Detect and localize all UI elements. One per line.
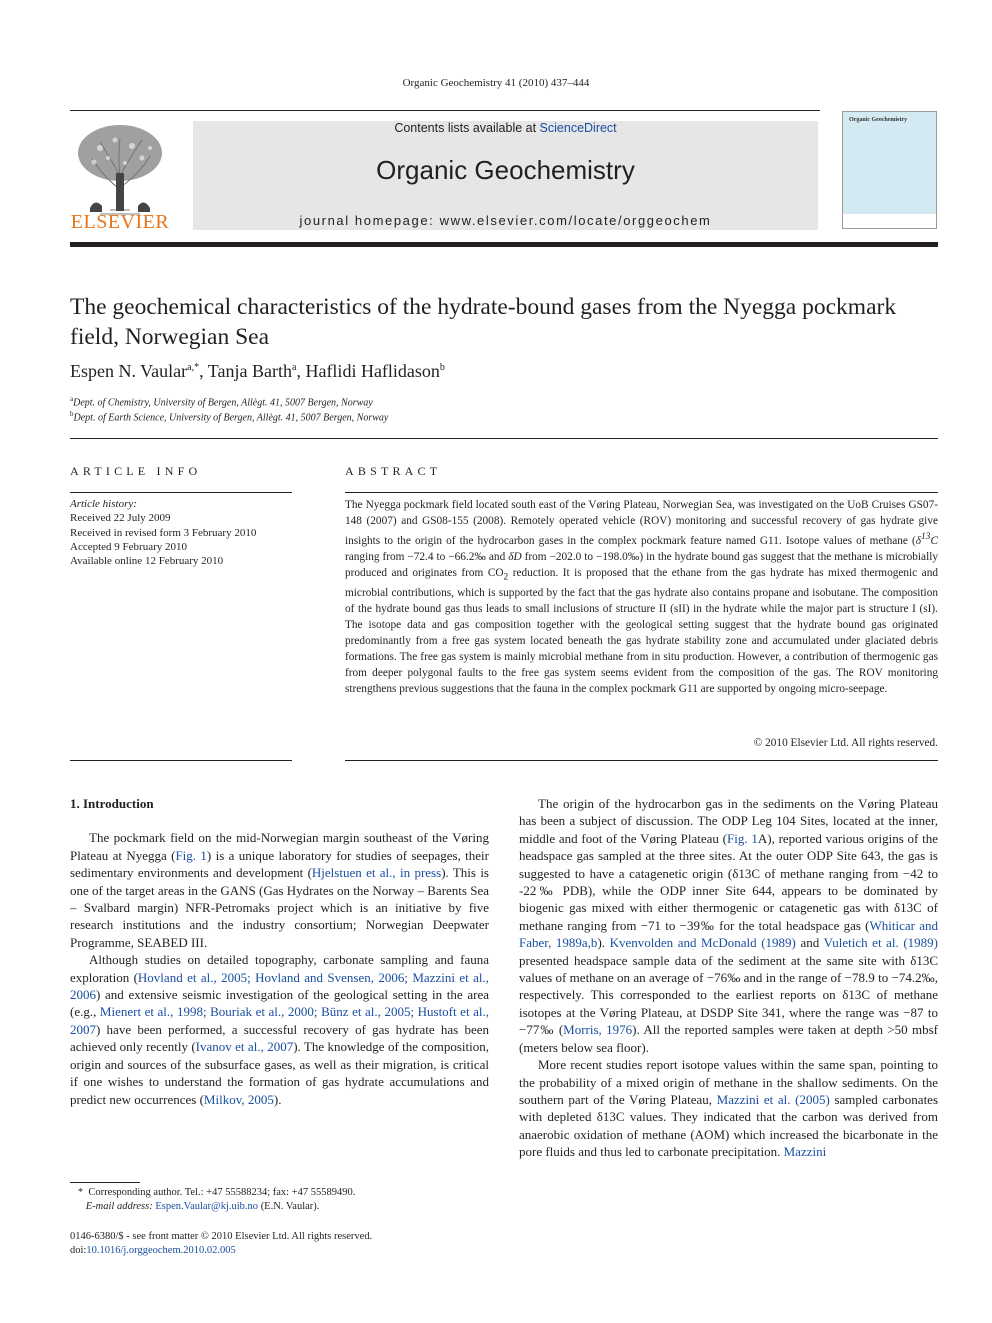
publisher-logo-text: ELSEVIER (70, 211, 170, 233)
footnote-mark: * (77, 1187, 84, 1198)
article-info-bottom-rule (70, 760, 292, 761)
journal-title: Organic Geochemistry (376, 155, 635, 185)
email-label: E-mail address: (85, 1201, 156, 1212)
footnote-rule (70, 1182, 140, 1183)
history-received: Received 22 July 2009 (70, 512, 171, 525)
abstract-heading: ABSTRACT (345, 464, 442, 478)
body-column-left (70, 795, 489, 1108)
affiliation-text: Dept. of Chemistry, University of Bergen, Allègt. 41, 5007 Bergen, Norway (73, 397, 373, 409)
sciencedirect-link[interactable]: ScienceDirect (539, 121, 617, 135)
author-marks[interactable]: a (292, 362, 297, 373)
citation-link[interactable]: Hjelstuen et al., in press (311, 865, 442, 881)
citation-link[interactable]: Milkov, 2005 (203, 1091, 274, 1107)
affiliation-mark: b (70, 410, 74, 418)
text: ). (597, 935, 610, 951)
text: ). (273, 1091, 282, 1107)
history-label: Article history: (70, 498, 137, 510)
text: ). This is one of the target areas in the GANS (Gas Hydrates on the Norway – Barents Sea – Svalbard margin) NFR-Petromaks project which is an initiative by five research institutions and the industry consortium; Norwegian Deepwater Programme, SEABED III. (70, 865, 489, 950)
abstract-text-part: reduction. It is proposed that the ethane from the gas hydrate has mixed thermogenic and microbial contributions, which is supported by the fact that the gas hydrate also contains propane and isobutane. The composition of the hydrate bound gas thus leads to small inclusions of structure II (sII) in the hydrate while the major part is structure I (sI). The isotope data and gas composition together with the geological setting suggest that the hydrate bound gas originated predominantly from a free gas system located beneath the gas hydrate stability zone and accumulated under glaciated debris formations. The free gas system is mainly microbial methane from in situ production. However, a contribution of thermogenic gas from deeper polygonal faults to the free gas system seems evident from the composition of the gas. The ROV monitoring strengthens previous suggestions that the fauna in the complex pockmark G11 are supported by ongoing micro-seepage. (345, 566, 938, 696)
top-divider (70, 110, 820, 111)
author-name: Espen N. Vaular (70, 361, 188, 381)
journal-cover-thumbnail (842, 111, 937, 229)
doi-line (70, 1244, 489, 1258)
text: and (795, 935, 824, 951)
abstract-text-part: ranging from −72.4 to −66.2‰ and (345, 550, 509, 563)
article-history (70, 497, 292, 568)
figure-link[interactable]: Fig. 1 (727, 830, 758, 846)
copyright-notice: © 2010 Elsevier Ltd. All rights reserved. (753, 737, 938, 749)
abstract-body (345, 497, 938, 697)
corresponding-author-footnote (70, 1186, 489, 1214)
figure-link[interactable]: Fig. 1 (175, 847, 207, 863)
citation-link[interactable]: Whiticar and Faber, 1989a,b (519, 917, 938, 951)
affiliation-mark: a (70, 395, 74, 403)
text: A), reported various origins of the headspace gas sampled at the three sites. At the outer ODP Site 643, the gas is suggested to have a catagenetic origin (δ13C of methane ranging from −42 to -22‰ PDB), while the ODP inner Site 644, appears to be dominated by biogenic gas mixed with either thermogenic or catagenetic gas with δ13C of methane ranging from −71 to −39‰ for the total headspace gas ( (519, 830, 939, 933)
affiliation-a (70, 395, 930, 408)
author-marks[interactable]: a,* (187, 362, 200, 373)
text: ) and extensive seismic investigation of the geological setting in the area (e.g., (70, 987, 489, 1020)
email-suffix: (E.N. Vaular). (258, 1201, 320, 1212)
text: ) is a unique laboratory for studies of seepages, their sedimentary environments and development ( (70, 847, 489, 881)
history-revised: Received in revised form 3 February 2010 (70, 526, 257, 539)
article-info-heading: ARTICLE INFO (70, 464, 202, 478)
article-info-top-rule (70, 492, 292, 493)
delta13c-symbol: $\delta^{13}C$ (915, 532, 938, 547)
text: The pockmark field on the mid-Norwegian margin southeast of the Vøring Plateau at Nyegga ( (70, 830, 489, 863)
paragraph (519, 795, 938, 1056)
citation-link[interactable]: Vuletich et al. (1989) (823, 935, 938, 951)
author-divider (70, 438, 938, 439)
author-marks[interactable]: b (439, 362, 445, 373)
text: ). The knowledge of the composition, origin and sources of the subsurface gases, as well as their migration, is critical if one wishes to understand the formation of gas hydrate accumulations and predict new occurrences ( (70, 1039, 489, 1107)
cover-journal-title: Organic Geochemistry (849, 117, 908, 123)
citation-link[interactable]: Mienert et al., 1998; Bouriak et al., 2000; Bünz et al., 2005; Hustoft et al., 2007 (70, 1004, 489, 1037)
text: sampled carbonates with depleted δ13C values. They indicated that the carbon was derived from anaerobic oxidation of methane (AOM) which increased the bicarbonate in the pore fluids and thus led to carbonate precipitation. (519, 1091, 939, 1160)
text: presented headspace sample data of the sediment at the same site with δ13C values of methane on an average of −76‰ and in the range of −78.9 to −74.2‰, respectively. This corresponded to the earliest reports on δ13C of methane isotopes at the Vøring Plateau, at DSDP Site 341, where the range was −87 to −77‰ ( (519, 952, 938, 1038)
citation-link[interactable]: Ivanov et al., 2007 (195, 1039, 294, 1055)
journal-reference: Organic Geochemistry 41 (2010) 437–444 (402, 77, 590, 89)
deltaD-symbol: δD (508, 550, 522, 563)
paragraph (519, 1056, 938, 1160)
citation-link[interactable]: Hovland et al., 2005; Hovland and Svensen, 2006; Mazzini et al., 2006 (70, 969, 489, 1003)
abstract-text-part: The Nyegga pockmark field located south east of the Vøring Plateau, Norwegian Sea, was investigated on the UoB Cruises GS07-148 (2007) and GS08-155 (2008). Remotely operated vehicle (ROV) monitoring and successful recovery of gas hydrate give insights to the origin of the hydrocarbon gases in the complex pockmark feature named G11. Isotope values of methane ( (345, 499, 938, 547)
co2-formula: $CO_2$ (487, 566, 509, 583)
text: ). All the reported samples were taken at depth >50 mbsf (meters below sea floor). (519, 1022, 938, 1055)
author-list: Espen N. Vaular$^{a,*}$, Tanja Barth$^a$, Haflidi Haflidason$^b$ (70, 361, 445, 381)
body-column-right (519, 795, 938, 1161)
citation-link[interactable]: Kvenvolden and McDonald (1989) (609, 935, 796, 951)
journal-homepage[interactable]: journal homepage: www.elsevier.com/locate/orggeochem (299, 213, 712, 228)
contents-line (193, 121, 818, 135)
affiliation-text: Dept. of Earth Science, University of Bergen, Allègt. 41, 5007 Bergen, Norway (73, 412, 389, 424)
header-thick-divider (70, 242, 938, 247)
doi-link[interactable]: 10.1016/j.orggeochem.2010.02.005 (86, 1245, 236, 1256)
cover-footer-band (843, 214, 936, 228)
email-link[interactable]: Espen.Vaular@kj.uib.no (155, 1201, 259, 1212)
page-footer (70, 1230, 489, 1258)
text: More recent studies report isotope values within the same span, pointing to the probability of a mixed origin of methane in the shallow sediments. On the southern part of the Vøring Plateau, (519, 1057, 938, 1107)
footnote-email-line (70, 1200, 489, 1214)
abstract-top-rule (345, 492, 938, 493)
footnote-line (70, 1186, 489, 1200)
contents-prefix: Contents lists available at (394, 121, 540, 135)
citation-link[interactable]: Morris, 1976 (563, 1022, 633, 1038)
author-name: Haflidi Haflidason (305, 361, 440, 381)
abstract-text-part: from −202.0 to −198.0‰) in the hydrate bound gas suggest that the methane is microbially produced and originates from (345, 550, 938, 579)
history-accepted: Accepted 9 February 2010 (70, 540, 187, 553)
doi-label: doi: (70, 1245, 87, 1256)
text: Although studies on detailed topography, carbonate sampling and fauna exploration ( (70, 952, 489, 985)
paragraph (70, 951, 489, 1108)
citation-link[interactable]: Mazzini (783, 1144, 827, 1160)
text: The origin of the hydrocarbon gas in the sediments on the Vøring Plateau has been a subject of discussion. The ODP Leg 104 Sites, located at the inner, middle and foot of the Vøring Plateau ( (519, 796, 938, 846)
abstract-bottom-rule (345, 760, 938, 761)
citation-link[interactable]: Mazzini et al. (2005) (716, 1091, 830, 1107)
paragraph (70, 829, 489, 951)
text: ) have been performed, a successful recovery of gas hydrate has been achieved only recently ( (70, 1021, 489, 1055)
affiliation-b (70, 410, 930, 423)
footnote-text: Corresponding author. Tel.: +47 55588234; fax: +47 55589490. (88, 1187, 356, 1198)
author-name: Tanja Barth (207, 361, 292, 381)
article-title: The geochemical characteristics of the hydrate-bound gases from the Nyegga pockmark field, Norwegian Sea (70, 294, 897, 350)
issn-line: 0146-6380/$ - see front matter © 2010 Elsevier Ltd. All rights reserved. (70, 1231, 373, 1242)
history-online: Available online 12 February 2010 (70, 555, 224, 568)
section-heading-introduction: 1. Introduction (70, 796, 154, 811)
